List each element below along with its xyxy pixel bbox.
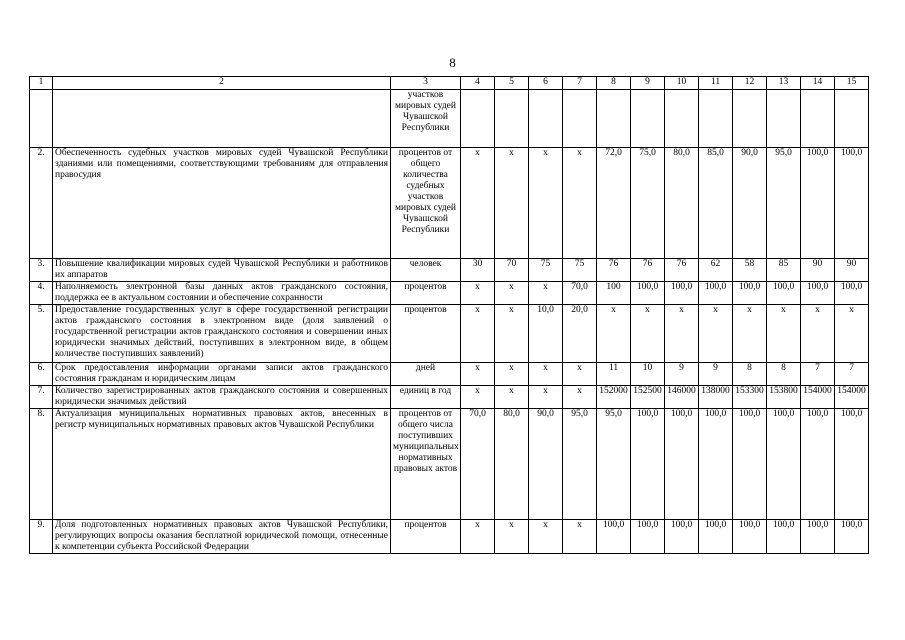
column-number: 12 — [733, 77, 767, 90]
year-value: 72,0 — [597, 148, 631, 259]
year-value: 95,0 — [563, 409, 597, 520]
unit-of-measure: процентов — [391, 520, 461, 554]
year-value: 100,0 — [767, 282, 801, 305]
year-value: х — [495, 148, 529, 259]
year-value: 100,0 — [767, 409, 801, 520]
year-value: х — [461, 386, 495, 409]
table-row — [30, 409, 869, 520]
year-value: х — [495, 305, 529, 363]
column-number: 15 — [835, 77, 869, 90]
column-number: 3 — [391, 77, 461, 90]
year-value: х — [529, 363, 563, 386]
year-value: 76 — [665, 259, 699, 282]
indicator-name: Срок предоставления информации органами записи актов гражданского состояния гражданам и юридическим лицам — [53, 363, 391, 386]
year-value — [767, 90, 801, 148]
year-value: 100,0 — [835, 520, 869, 554]
year-value: 80,0 — [495, 409, 529, 520]
year-value — [801, 90, 835, 148]
column-number: 2 — [53, 77, 391, 90]
year-value: 9 — [665, 363, 699, 386]
table-row — [30, 259, 869, 282]
year-value: 100,0 — [801, 520, 835, 554]
year-value: 30 — [461, 259, 495, 282]
year-value: х — [461, 363, 495, 386]
row-number: 3. — [30, 259, 53, 282]
year-value: 8 — [733, 363, 767, 386]
year-value: 90,0 — [529, 409, 563, 520]
year-value: х — [461, 305, 495, 363]
table-row — [30, 148, 869, 259]
unit-of-measure: единиц в год — [391, 386, 461, 409]
year-value: 76 — [631, 259, 665, 282]
year-value: 100,0 — [835, 409, 869, 520]
year-value: 152500 — [631, 386, 665, 409]
row-number: 9. — [30, 520, 53, 554]
year-value: 10 — [631, 363, 665, 386]
column-number: 10 — [665, 77, 699, 90]
year-value — [835, 90, 869, 148]
unit-of-measure: участков мировых судей Чувашской Республики — [391, 90, 461, 148]
row-number: 2. — [30, 148, 53, 259]
year-value: 100,0 — [801, 282, 835, 305]
year-value: 100,0 — [801, 409, 835, 520]
year-value: х — [699, 305, 733, 363]
year-value: 100,0 — [597, 520, 631, 554]
unit-of-measure: человек — [391, 259, 461, 282]
year-value: 100,0 — [631, 282, 665, 305]
column-number: 8 — [597, 77, 631, 90]
year-value: х — [495, 520, 529, 554]
row-number — [30, 90, 53, 148]
indicators-table — [29, 76, 869, 554]
year-value: 7 — [835, 363, 869, 386]
year-value: х — [529, 148, 563, 259]
year-value: 146000 — [665, 386, 699, 409]
year-value: х — [461, 148, 495, 259]
year-value: 100,0 — [767, 520, 801, 554]
year-value — [563, 90, 597, 148]
column-number: 13 — [767, 77, 801, 90]
year-value — [631, 90, 665, 148]
unit-of-measure: дней — [391, 363, 461, 386]
year-value — [495, 90, 529, 148]
column-number: 4 — [461, 77, 495, 90]
year-value: 11 — [597, 363, 631, 386]
year-value: 75 — [563, 259, 597, 282]
year-value: х — [495, 282, 529, 305]
year-value: 154000 — [801, 386, 835, 409]
year-value: 20,0 — [563, 305, 597, 363]
table-row — [30, 363, 869, 386]
column-number: 5 — [495, 77, 529, 90]
year-value: 100,0 — [835, 148, 869, 259]
year-value: 62 — [699, 259, 733, 282]
year-value: 90,0 — [733, 148, 767, 259]
year-value: 70,0 — [563, 282, 597, 305]
indicator-name: Доля подготовленных нормативных правовых актов Чувашской Республики, регулирующих вопросы оказания бесплатной юридической помощи, отнесенные к компетенции субъекта Российской Федерации — [53, 520, 391, 554]
year-value: х — [665, 305, 699, 363]
year-value: 7 — [801, 363, 835, 386]
year-value: 100,0 — [699, 409, 733, 520]
year-value: 85 — [767, 259, 801, 282]
year-value: 100,0 — [665, 520, 699, 554]
unit-of-measure: процентов — [391, 305, 461, 363]
year-value: х — [563, 363, 597, 386]
year-value: х — [597, 305, 631, 363]
year-value: х — [461, 520, 495, 554]
year-value — [733, 90, 767, 148]
year-value: х — [563, 148, 597, 259]
year-value: 100,0 — [631, 409, 665, 520]
indicator-name: Обеспеченность судебных участков мировых судей Чувашской Республики зданиями или помещениями, соответствующими требованиям для отправления правосудия — [53, 148, 391, 259]
year-value: 100,0 — [665, 282, 699, 305]
indicator-name: Повышение квалификации мировых судей Чувашской Республики и работников их аппаратов — [53, 259, 391, 282]
year-value: 58 — [733, 259, 767, 282]
row-number: 7. — [30, 386, 53, 409]
year-value: х — [461, 282, 495, 305]
year-value: 138000 — [699, 386, 733, 409]
year-value: х — [733, 305, 767, 363]
indicator-name: Наполняемость электронной базы данных актов гражданского состояния, поддержка ее в актуальном состоянии и обеспечение сохранности — [53, 282, 391, 305]
table-row — [30, 90, 869, 148]
indicator-name: Количество зарегистрированных актов гражданского состояния и совершенных юридически значимых действий — [53, 386, 391, 409]
unit-of-measure: процентов — [391, 282, 461, 305]
column-number: 11 — [699, 77, 733, 90]
year-value: х — [529, 386, 563, 409]
year-value: 100,0 — [733, 520, 767, 554]
year-value: 154000 — [835, 386, 869, 409]
year-value: 100,0 — [801, 148, 835, 259]
year-value — [461, 90, 495, 148]
year-value: 76 — [597, 259, 631, 282]
year-value: 75 — [529, 259, 563, 282]
year-value — [699, 90, 733, 148]
column-number-row — [30, 77, 869, 90]
year-value: 75,0 — [631, 148, 665, 259]
year-value: х — [835, 305, 869, 363]
year-value: х — [563, 386, 597, 409]
year-value: 100,0 — [699, 520, 733, 554]
year-value: 95,0 — [767, 148, 801, 259]
table-row — [30, 386, 869, 409]
indicator-name: Предоставление государственных услуг в сфере государственной регистрации актов гражданского состояния в электронном виде (доля заявлений о государственной регистрации актов гражданского состояния и совершении иных юридически значимых действий, поступивших в электронном виде, в общем количестве поступивших заявлений) — [53, 305, 391, 363]
column-number: 1 — [30, 77, 53, 90]
row-number: 6. — [30, 363, 53, 386]
table-row — [30, 282, 869, 305]
year-value: х — [767, 305, 801, 363]
year-value: 100,0 — [835, 282, 869, 305]
year-value: 100,0 — [699, 282, 733, 305]
year-value: х — [563, 520, 597, 554]
column-number: 9 — [631, 77, 665, 90]
year-value: 90 — [835, 259, 869, 282]
row-number: 4. — [30, 282, 53, 305]
year-value: 8 — [767, 363, 801, 386]
year-value: х — [495, 386, 529, 409]
year-value: х — [529, 520, 563, 554]
column-number: 7 — [563, 77, 597, 90]
year-value: 70,0 — [461, 409, 495, 520]
year-value: х — [495, 363, 529, 386]
year-value: 100 — [597, 282, 631, 305]
year-value: 153300 — [733, 386, 767, 409]
year-value: 152000 — [597, 386, 631, 409]
table-row — [30, 520, 869, 554]
year-value: 95,0 — [597, 409, 631, 520]
row-number: 5. — [30, 305, 53, 363]
year-value: 100,0 — [733, 409, 767, 520]
year-value: 100,0 — [631, 520, 665, 554]
year-value: 100,0 — [665, 409, 699, 520]
year-value: х — [801, 305, 835, 363]
page-number: 8 — [449, 55, 456, 70]
indicator-name: Актуализация муниципальных нормативных правовых актов, внесенных в регистр муниципальных нормативных правовых актов Чувашской Республики — [53, 409, 391, 520]
indicator-name — [53, 90, 391, 148]
table-row — [30, 305, 869, 363]
year-value — [529, 90, 563, 148]
year-value — [665, 90, 699, 148]
column-number: 6 — [529, 77, 563, 90]
year-value: 90 — [801, 259, 835, 282]
year-value: 153800 — [767, 386, 801, 409]
year-value: х — [529, 282, 563, 305]
year-value: х — [631, 305, 665, 363]
year-value: 80,0 — [665, 148, 699, 259]
year-value: 10,0 — [529, 305, 563, 363]
year-value — [597, 90, 631, 148]
year-value: 70 — [495, 259, 529, 282]
unit-of-measure: процентов от общего количества судебных участков мировых судей Чувашской Республики — [391, 148, 461, 259]
year-value: 9 — [699, 363, 733, 386]
unit-of-measure: процентов от общего числа поступивших муниципальных нормативных правовых актов — [391, 409, 461, 520]
column-number: 14 — [801, 77, 835, 90]
year-value: 85,0 — [699, 148, 733, 259]
year-value: 100,0 — [733, 282, 767, 305]
row-number: 8. — [30, 409, 53, 520]
